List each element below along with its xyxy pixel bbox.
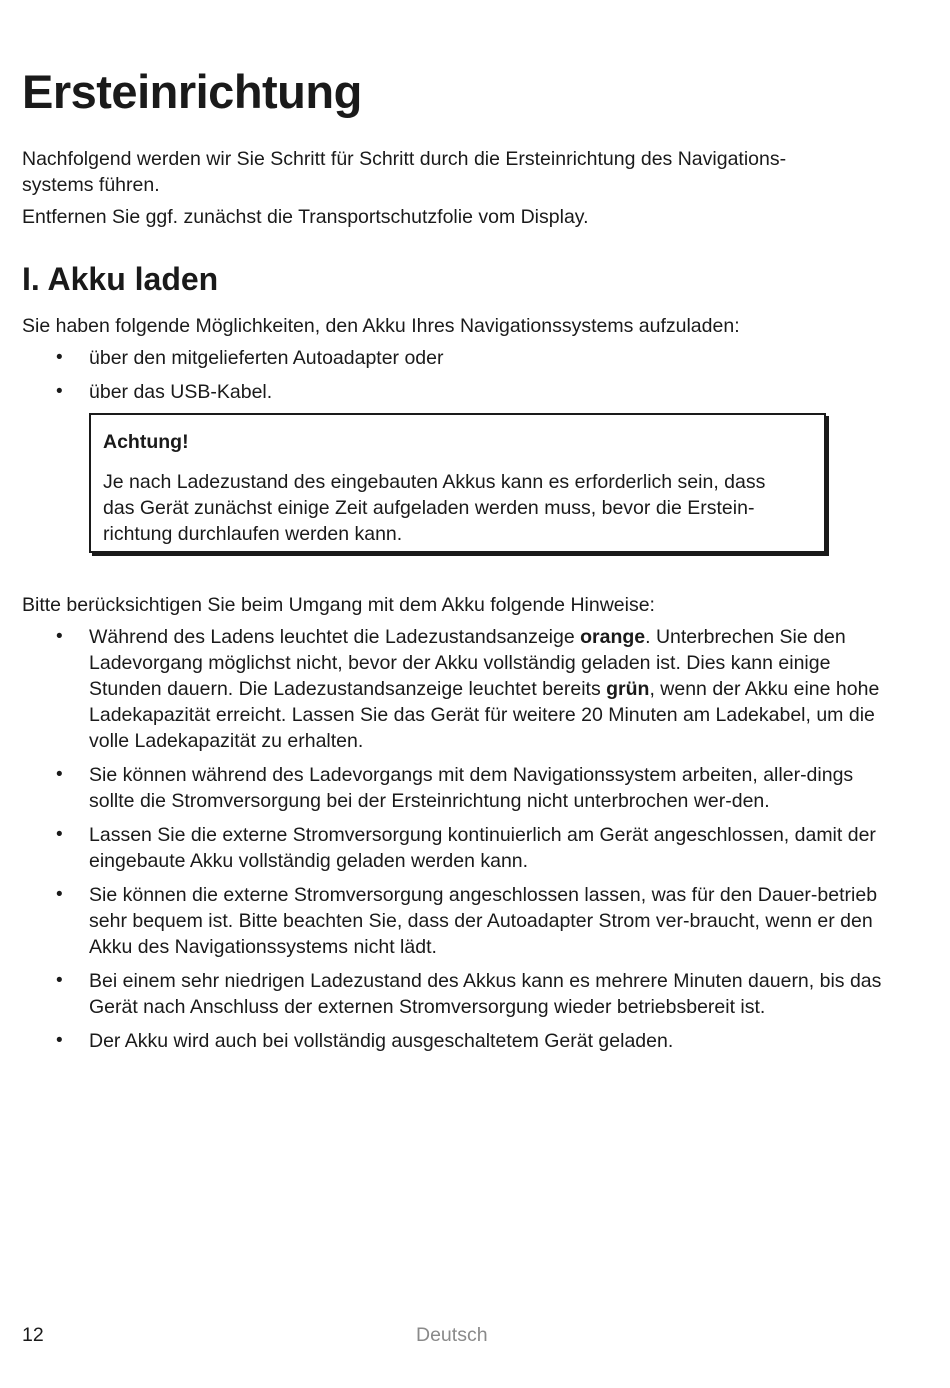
- intro-paragraph-1-line-1: Nachfolgend werden wir Sie Schritt für Schritt durch die Ersteinrichtung des Navigations-: [22, 148, 787, 170]
- charging-options-list: [22, 345, 902, 405]
- warning-box: [89, 413, 826, 553]
- intro-paragraph-2: Entfernen Sie ggf. zunächst die Transportschutzfolie vom Display.: [22, 206, 589, 228]
- list-item-text: Bei einem sehr niedrigen Ladezustand des Akkus kann es mehrere Minuten dauern, bis das Gerät nach Anschluss der externen Stromversorgung wieder betriebsbereit ist.: [89, 970, 882, 1018]
- battery-hints-lead: Bitte berücksichtigen Sie beim Umgang mit dem Akku folgende Hinweise:: [22, 594, 655, 616]
- bullet-icon: •: [56, 626, 63, 647]
- list-item: [22, 822, 902, 874]
- list-item: [22, 882, 902, 960]
- list-item-text: Lassen Sie die externe Stromversorgung kontinuierlich am Gerät angeschlossen, damit der eingebaute Akku vollständig geladen werden kann.: [89, 824, 876, 872]
- list-item-text: Sie können während des Ladevorgangs mit dem Navigationssystem arbeiten, aller-dings sollte die Stromversorgung bei der Ersteinrichtung nicht unterbrochen wer-den.: [89, 764, 854, 812]
- list-item: [22, 379, 902, 405]
- intro-paragraph-1-line-2: systems führen.: [22, 174, 160, 196]
- warning-title: Achtung!: [103, 431, 189, 453]
- battery-hints-section: [22, 592, 902, 1062]
- warning-line-1: Je nach Ladezustand des eingebauten Akkus kann es erforderlich sein, dass: [103, 471, 766, 493]
- hint-text-part: . Unterbrechen Sie den Ladevorgang möglichst nicht, bevor der Akku vollständig geladen ist. Dies kann einige Stunden dauern. Die Ladezustandsanzeige leuchtet bereits: [89, 626, 846, 700]
- list-item-text: über das USB-Kabel.: [89, 381, 273, 403]
- page-title: Ersteinrichtung: [22, 65, 362, 118]
- list-item-text: [89, 626, 879, 752]
- warning-line-3: richtung durchlaufen werden kann.: [103, 523, 403, 545]
- battery-hints-list: [22, 624, 902, 1054]
- bullet-icon: •: [56, 970, 63, 991]
- hint-text-part: , wenn der Akku eine hohe Ladekapazität erreicht. Lassen Sie das Gerät für weitere 20 Minuten am Ladekabel, um die volle Ladekapazität zu erhalten.: [89, 678, 880, 752]
- bullet-icon: •: [56, 824, 63, 845]
- list-item-text: Sie können die externe Stromversorgung angeschlossen lassen, was für den Dauer-betrieb sehr bequem ist. Bitte beachten Sie, dass der Autoadapter Strom ver-braucht, wenn er den Akku des Navigationssystems nicht lädt.: [89, 884, 878, 958]
- bullet-icon: •: [56, 347, 63, 368]
- list-item-text: Der Akku wird auch bei vollständig ausgeschaltetem Gerät geladen.: [89, 1030, 674, 1052]
- bullet-icon: •: [56, 764, 63, 785]
- list-item: [22, 968, 902, 1020]
- intro-paragraph-1: [22, 146, 902, 198]
- bullet-icon: •: [56, 381, 63, 402]
- page-number: 12: [22, 1324, 44, 1346]
- charging-options-section: [22, 313, 902, 413]
- bullet-icon: •: [56, 1030, 63, 1051]
- list-item: [22, 762, 902, 814]
- status-color-green: grün: [606, 678, 650, 700]
- list-item: [22, 345, 902, 371]
- list-item: [22, 1028, 902, 1054]
- list-item: [22, 624, 902, 754]
- bullet-icon: •: [56, 884, 63, 905]
- warning-text: [103, 469, 810, 547]
- warning-line-2: das Gerät zunächst einige Zeit aufgeladen werden muss, bevor die Erstein-: [103, 497, 755, 519]
- status-color-orange: orange: [580, 626, 646, 648]
- footer-language: Deutsch: [416, 1324, 488, 1346]
- list-item-text: über den mitgelieferten Autoadapter oder: [89, 347, 444, 369]
- intro-section: [22, 146, 902, 236]
- charging-options-lead: Sie haben folgende Möglichkeiten, den Akku Ihres Navigationssystems aufzuladen:: [22, 315, 740, 337]
- hint-text-part: Während des Ladens leuchtet die Ladezustandsanzeige: [89, 626, 581, 648]
- section-title: I. Akku laden: [22, 261, 219, 297]
